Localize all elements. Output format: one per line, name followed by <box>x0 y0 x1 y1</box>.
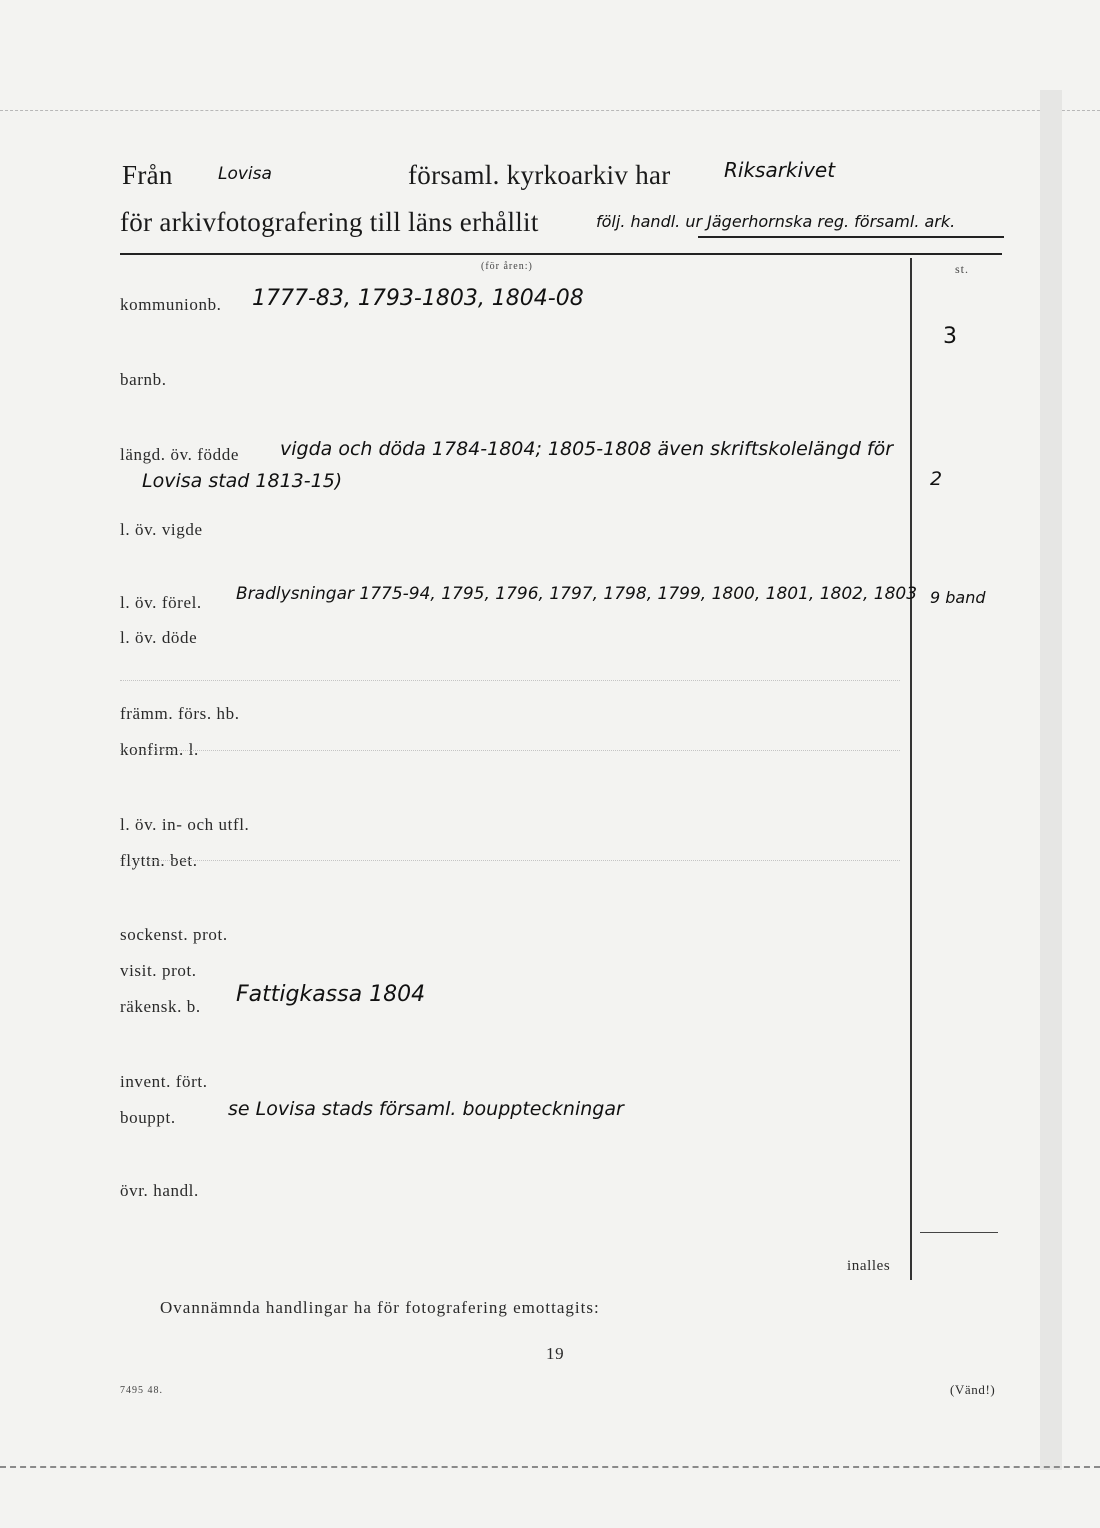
header-rule <box>120 253 1002 255</box>
year-prefix: 19 <box>546 1344 565 1363</box>
section-dotted-rule <box>120 860 900 861</box>
row-label: sockenst. prot. <box>120 925 228 944</box>
row-count: 9 band <box>930 588 986 607</box>
count-column-divider <box>910 258 912 1280</box>
row-label: barnb. <box>120 370 167 389</box>
row-label: räkensk. b. <box>120 997 201 1016</box>
row-label: kommunionb. <box>120 295 222 314</box>
total-rule <box>920 1232 998 1233</box>
recipient-name: Riksarkivet <box>724 158 836 182</box>
row-entry: 1777-83, 1793-1803, 1804-08 <box>252 286 584 311</box>
scan-edge-bottom <box>0 1466 1100 1468</box>
row-label: visit. prot. <box>120 961 197 980</box>
row-count: 2 <box>930 468 943 490</box>
row-label: längd. öv. födde <box>120 445 239 464</box>
section-dotted-rule <box>120 750 900 751</box>
turn-over-note: (Vänd!) <box>950 1382 996 1397</box>
scan-edge-right <box>1040 90 1062 1470</box>
row-entry: Fattigkassa 1804 <box>236 982 426 1007</box>
row-label: bouppt. <box>120 1108 176 1127</box>
count-column-header: st. <box>955 262 970 276</box>
row-label: l. öv. vigde <box>120 520 203 539</box>
scan-edge-top <box>0 110 1100 111</box>
parish-name: Lovisa <box>218 164 272 184</box>
received-statement: Ovannämnda handlingar ha för fotografering emottagits: <box>160 1298 600 1317</box>
section-dotted-rule <box>120 680 900 681</box>
row-label: l. öv. förel. <box>120 593 202 612</box>
form-number: 7495 48. <box>120 1385 163 1396</box>
header-archive: församl. kyrkoarkiv har <box>408 160 671 190</box>
row-label: övr. handl. <box>120 1181 199 1200</box>
handwriting-underline <box>698 236 1004 238</box>
years-column-header: (för åren:) <box>481 261 533 272</box>
row-entry: Bradlysningar 1775-94, 1795, 1796, 1797, 1798, 1799, 1800, 1801, 1802, 1803 <box>236 584 918 604</box>
row-label: konfirm. l. <box>120 740 199 759</box>
row-count: 3 <box>943 324 957 349</box>
row-label: l. öv. döde <box>120 628 198 647</box>
row-entry-continued: Lovisa stad 1813-15) <box>142 470 343 492</box>
header-received: för arkivfotografering till läns erhållit <box>120 207 539 237</box>
total-label: inalles <box>847 1258 891 1274</box>
row-label: invent. fört. <box>120 1072 208 1091</box>
row-entry: vigda och döda 1784-1804; 1805-1808 även skriftskolelängd för <box>280 438 894 460</box>
row-entry: se Lovisa stads församl. bouppteckningar <box>228 1098 624 1120</box>
row-label: främm. förs. hb. <box>120 704 240 723</box>
row-label: l. öv. in- och utfl. <box>120 815 250 834</box>
received-description: följ. handl. ur Jägerhornska reg. församl. ark. <box>596 212 956 231</box>
row-label: flyttn. bet. <box>120 851 198 870</box>
header-from: Från <box>122 160 173 190</box>
